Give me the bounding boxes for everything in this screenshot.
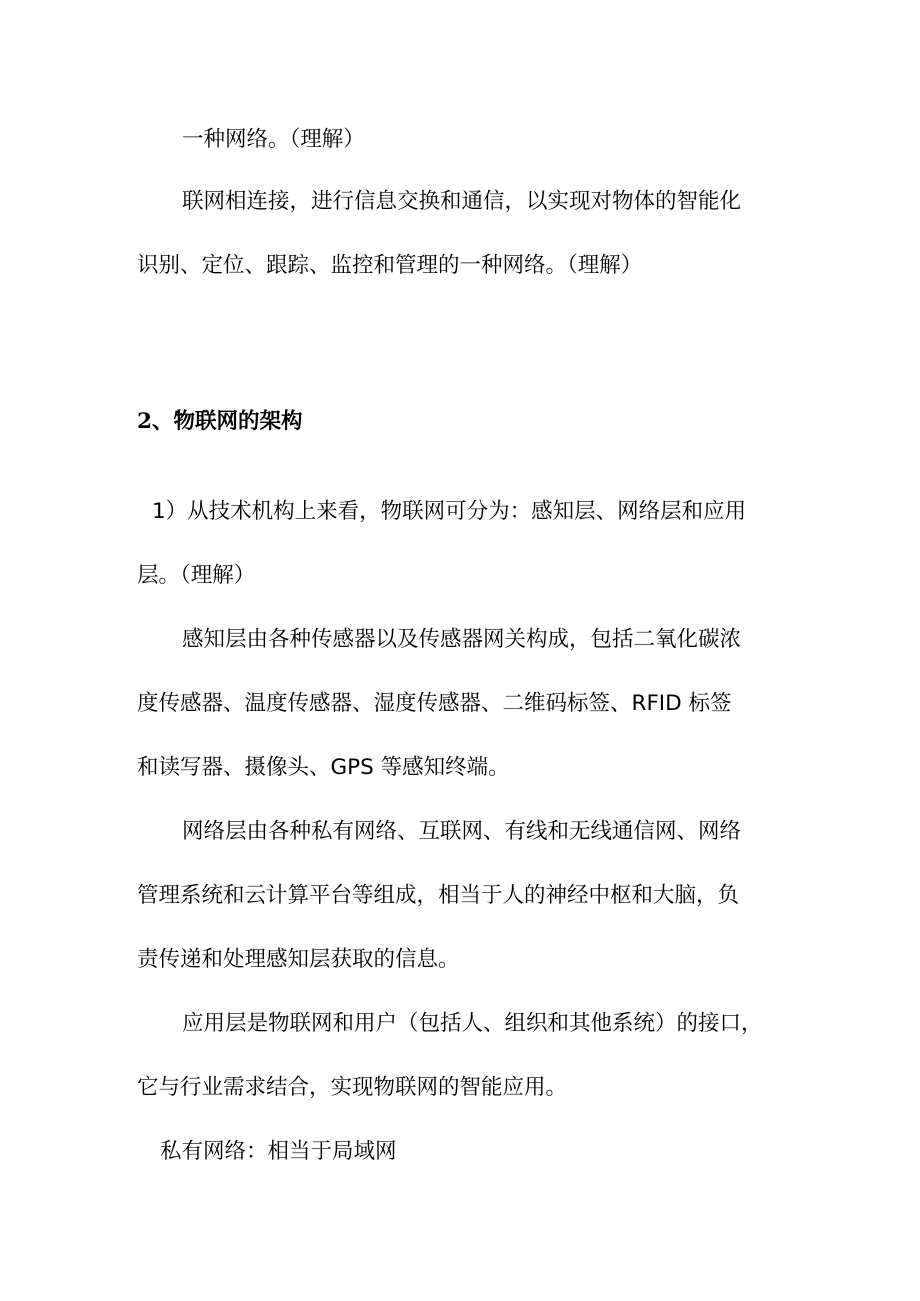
sensing-layer-line-1: 感知层由各种传感器以及传感器网关构成，包括二氧化碳浓: [182, 627, 742, 652]
point1-line-2: 层。（理解）: [137, 563, 256, 588]
point1-line-1: 1）从技术机构上来看，物联网可分为：感知层、网络层和应用: [152, 499, 747, 524]
sensing-layer-line-2: 度传感器、温度传感器、湿度传感器、二维码标签、RFID 标签: [137, 691, 732, 716]
application-layer-line-2: 它与行业需求结合，实现物联网的智能应用。: [137, 1075, 568, 1100]
network-layer-line-2: 管理系统和云计算平台等组成，相当于人的神经中枢和大脑，负: [137, 883, 740, 908]
private-network-note: 私有网络：相当于局域网: [160, 1139, 397, 1164]
sensing-layer-line-3: 和读写器、摄像头、GPS 等感知终端。: [137, 755, 510, 780]
section-heading: 2、物联网的架构: [137, 409, 303, 434]
intro-line-2: 联网相连接，进行信息交换和通信，以实现对物体的智能化: [182, 189, 742, 214]
intro-line-3: 识别、定位、跟踪、监控和管理的一种网络。（理解）: [137, 253, 643, 278]
application-layer-line-1: 应用层是物联网和用户（包括人、组织和其他系统）的接口，: [182, 1011, 763, 1036]
intro-line-1: 一种网络。（理解）: [182, 127, 365, 152]
network-layer-line-3: 责传递和处理感知层获取的信息。: [137, 947, 460, 972]
network-layer-line-1: 网络层由各种私有网络、互联网、有线和无线通信网、网络: [182, 819, 742, 844]
